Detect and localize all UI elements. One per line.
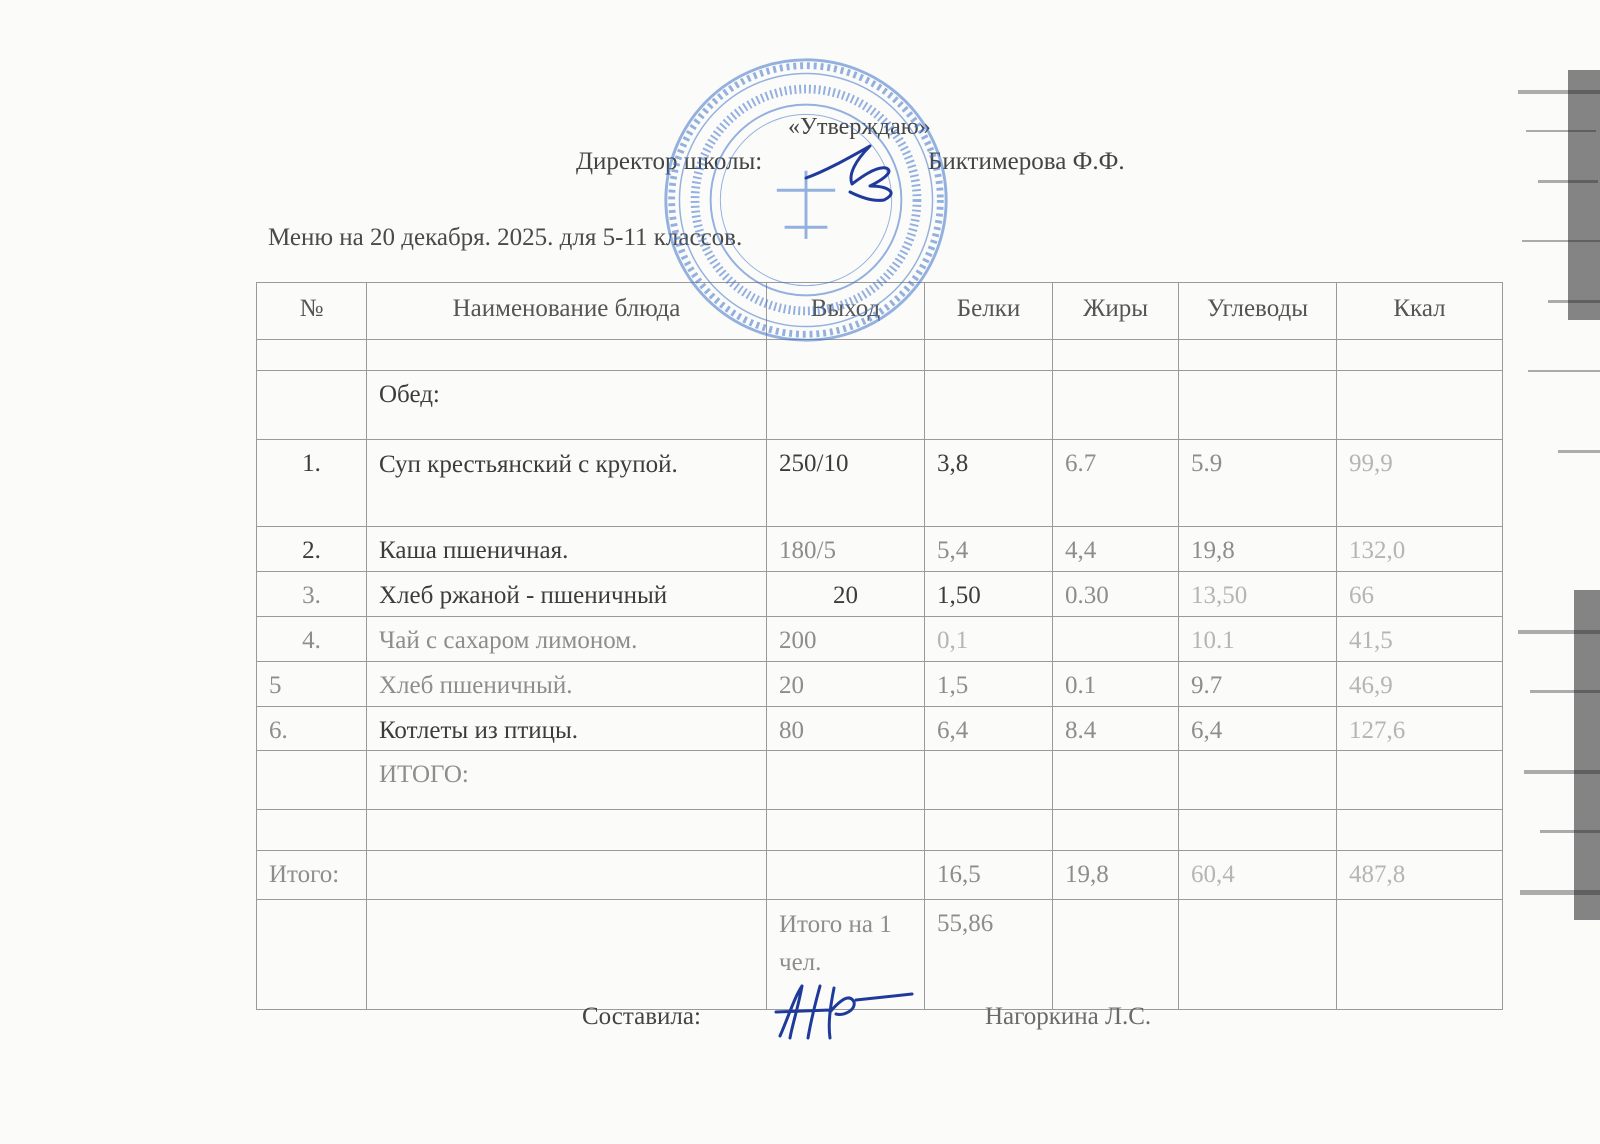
dish-kcal: 99,9 — [1337, 439, 1503, 527]
dish-name: Котлеты из птицы. — [367, 706, 767, 751]
dish-kcal: 132,0 — [1337, 527, 1503, 572]
director-label: Директор школы: — [576, 148, 763, 175]
table-row-itogo-caps — [257, 751, 1503, 810]
dish-protein: 3,8 — [925, 439, 1053, 527]
dish-protein: 6,4 — [925, 706, 1053, 751]
per-person-label: Итого на 1 чел. — [767, 899, 925, 1009]
table-row-per-person — [257, 899, 1503, 1009]
compiler-label: Составила: — [582, 1003, 701, 1030]
dish-name: Каша пшеничная. — [367, 527, 767, 572]
dish-protein: 1,5 — [925, 661, 1053, 706]
dish-number: 1. — [257, 439, 367, 527]
table-header-row — [257, 283, 1503, 340]
per-person-value: 55,86 — [925, 899, 1053, 1009]
dish-fat: 8.4 — [1053, 706, 1179, 751]
table-row — [257, 572, 1503, 617]
dish-kcal: 66 — [1337, 572, 1503, 617]
dish-carbs: 5.9 — [1179, 439, 1337, 527]
dish-name: Суп крестьянский с крупой. — [367, 439, 767, 527]
dish-number: 2. — [257, 527, 367, 572]
dish-number: 6. — [257, 706, 367, 751]
dish-name: Хлеб ржаной - пшеничный — [367, 572, 767, 617]
col-header-kcal: Ккал — [1337, 283, 1503, 340]
section-label: Обед: — [367, 370, 767, 439]
table-row — [257, 616, 1503, 661]
col-header-number: № — [257, 283, 367, 340]
dish-fat: 0.1 — [1053, 661, 1179, 706]
dish-weight: 20 — [767, 661, 925, 706]
dish-kcal: 41,5 — [1337, 616, 1503, 661]
col-header-carbs: Углеводы — [1179, 283, 1337, 340]
table-row — [257, 706, 1503, 751]
dish-kcal: 46,9 — [1337, 661, 1503, 706]
total-fat: 19,8 — [1053, 851, 1179, 900]
col-header-dish-name: Наименование блюда — [367, 283, 767, 340]
dish-carbs: 9.7 — [1179, 661, 1337, 706]
col-header-weight: Выход — [767, 283, 925, 340]
col-header-protein: Белки — [925, 283, 1053, 340]
total-label: Итого: — [257, 851, 367, 900]
itogo-caps-label: ИТОГО: — [367, 751, 767, 810]
table-row-empty — [257, 810, 1503, 851]
approval-title: «Утверждаю» — [788, 114, 931, 140]
dish-fat: 4,4 — [1053, 527, 1179, 572]
dish-number: 4. — [257, 616, 367, 661]
dish-protein: 1,50 — [925, 572, 1053, 617]
dish-fat: 6.7 — [1053, 439, 1179, 527]
dish-weight: 250/10 — [767, 439, 925, 527]
total-protein: 16,5 — [925, 851, 1053, 900]
dish-weight: 200 — [767, 616, 925, 661]
dish-weight: 180/5 — [767, 527, 925, 572]
scan-artifact — [1518, 70, 1600, 930]
dish-number: 3. — [257, 572, 367, 617]
dish-number: 5 — [257, 661, 367, 706]
dish-protein: 0,1 — [925, 616, 1053, 661]
dish-carbs: 10.1 — [1179, 616, 1337, 661]
dish-carbs: 19,8 — [1179, 527, 1337, 572]
dish-carbs: 6,4 — [1179, 706, 1337, 751]
director-signature — [800, 140, 915, 202]
table-row — [257, 661, 1503, 706]
compiler-name: Нагоркина Л.С. — [985, 1003, 1152, 1030]
dish-weight: 20 — [767, 572, 925, 617]
table-row-section — [257, 370, 1503, 439]
total-carbs: 60,4 — [1179, 851, 1337, 900]
table-row — [257, 439, 1503, 527]
dish-fat — [1053, 616, 1179, 661]
director-name: Биктимерова Ф.Ф. — [928, 148, 1125, 175]
dish-carbs: 13,50 — [1179, 572, 1337, 617]
table-row — [257, 527, 1503, 572]
dish-weight: 80 — [767, 706, 925, 751]
dish-kcal: 127,6 — [1337, 706, 1503, 751]
menu-title: Меню на 20 декабря. 2025. для 5-11 классов. — [268, 224, 743, 251]
menu-table — [256, 282, 1503, 1010]
dish-name: Хлеб пшеничный. — [367, 661, 767, 706]
table-row-total — [257, 851, 1503, 900]
dish-name: Чай с сахаром лимоном. — [367, 616, 767, 661]
dish-protein: 5,4 — [925, 527, 1053, 572]
col-header-fat: Жиры — [1053, 283, 1179, 340]
table-row-empty — [257, 340, 1503, 371]
dish-fat: 0.30 — [1053, 572, 1179, 617]
total-kcal: 487,8 — [1337, 851, 1503, 900]
